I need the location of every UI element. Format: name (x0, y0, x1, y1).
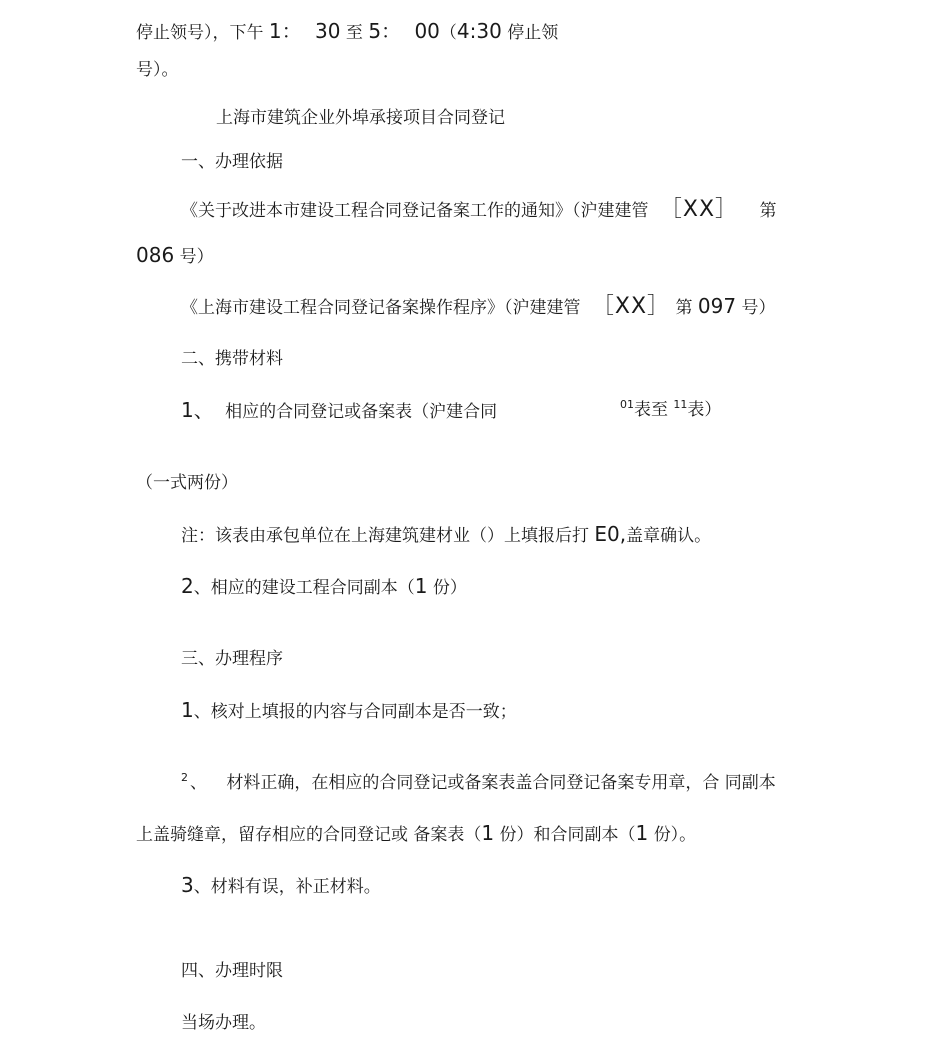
text-fragment: 、 (190, 773, 207, 793)
document-number: ［XX］ (591, 294, 671, 319)
text-fragment: 停止领号），下午 (136, 23, 264, 43)
document-number: 097 (697, 294, 737, 318)
text-fragment: 1 (481, 821, 495, 845)
list-number: 2 (181, 771, 188, 784)
text-fragment: 表） (687, 400, 722, 420)
section-title: 上海市建筑企业外埠承接项目合同登记 (216, 108, 505, 128)
text-fragment: 1 (414, 574, 428, 598)
document-number: ［XX］ (659, 197, 739, 222)
text-fragment: 号） (741, 298, 776, 318)
text-fragment: 份）。 (653, 825, 697, 845)
text-fragment: 、相应的建设工程合同副本（ (193, 578, 415, 598)
list-number: 1 (181, 698, 194, 722)
text-fragment: 号） (179, 247, 214, 267)
text-fragment: E0, (594, 522, 627, 546)
text-fragment: 第 (759, 201, 777, 221)
list-item (181, 399, 497, 423)
text-line: 号）。 (136, 60, 179, 80)
section-heading: 三、办理程序 (181, 649, 283, 669)
text-line (620, 399, 721, 421)
time-number: 00 (414, 19, 440, 43)
note-line (181, 523, 711, 547)
text-fragment: 、材料有误，补正材料。 (193, 877, 381, 897)
section-heading: 四、办理时限 (181, 961, 283, 981)
list-number: 1、 (181, 398, 214, 422)
text-fragment: 份） (432, 578, 467, 598)
list-number: 3 (181, 873, 194, 897)
section-heading: 二、携带材料 (181, 349, 283, 369)
time-number: 30 (315, 19, 341, 43)
text-fragment: 1 (635, 821, 649, 845)
list-item (181, 699, 517, 723)
text-fragment: 停止领 (507, 23, 559, 43)
document-number: 086 (136, 243, 175, 267)
text-fragment: 盖章确认。 (626, 526, 712, 546)
superscript: 01 (620, 398, 634, 411)
text-line: （一式两份） (136, 473, 238, 493)
text-fragment: 相应的合同登记或备案表（沪建合同 (225, 402, 498, 422)
text-fragment: 上盖骑缝章，留存相应的合同登记或 备案表（ (136, 825, 482, 845)
text-fragment: 注：该表由承包单位在上海建筑建材业（）上填报后打 (181, 526, 589, 546)
text-line (136, 822, 696, 846)
list-item (181, 772, 776, 794)
list-number: 2 (181, 574, 194, 598)
text-line (136, 244, 214, 268)
text-line (136, 20, 558, 44)
time-number: 1： (268, 19, 302, 43)
text-fragment: 至 (345, 23, 363, 43)
text-line (181, 295, 775, 319)
superscript: 11 (673, 398, 688, 411)
time-number: 4:30 (456, 19, 502, 43)
list-item (181, 575, 467, 599)
section-heading: 一、办理依据 (181, 152, 283, 172)
text-fragment: 份）和合同副本（ (499, 825, 636, 845)
list-item (181, 874, 381, 898)
text-fragment: （ (439, 23, 457, 43)
text-line: 当场办理。 (181, 1013, 266, 1033)
text-line (181, 199, 776, 222)
text-fragment: 材料正确，在相应的合同登记或备案表盖合同登记备案专用章，合 同副本 (226, 773, 776, 793)
text-fragment: 、核对上填报的内容与合同副本是否一致； (193, 702, 517, 722)
text-fragment: 《上海市建设工程合同登记备案操作程序》（沪建建管 (181, 298, 581, 318)
text-fragment: 第 (675, 298, 693, 318)
text-fragment: 表至 (634, 400, 668, 420)
time-number: 5： (368, 19, 402, 43)
text-fragment: 《关于改进本市建设工程合同登记备案工作的通知》（沪建建管 (181, 201, 649, 221)
